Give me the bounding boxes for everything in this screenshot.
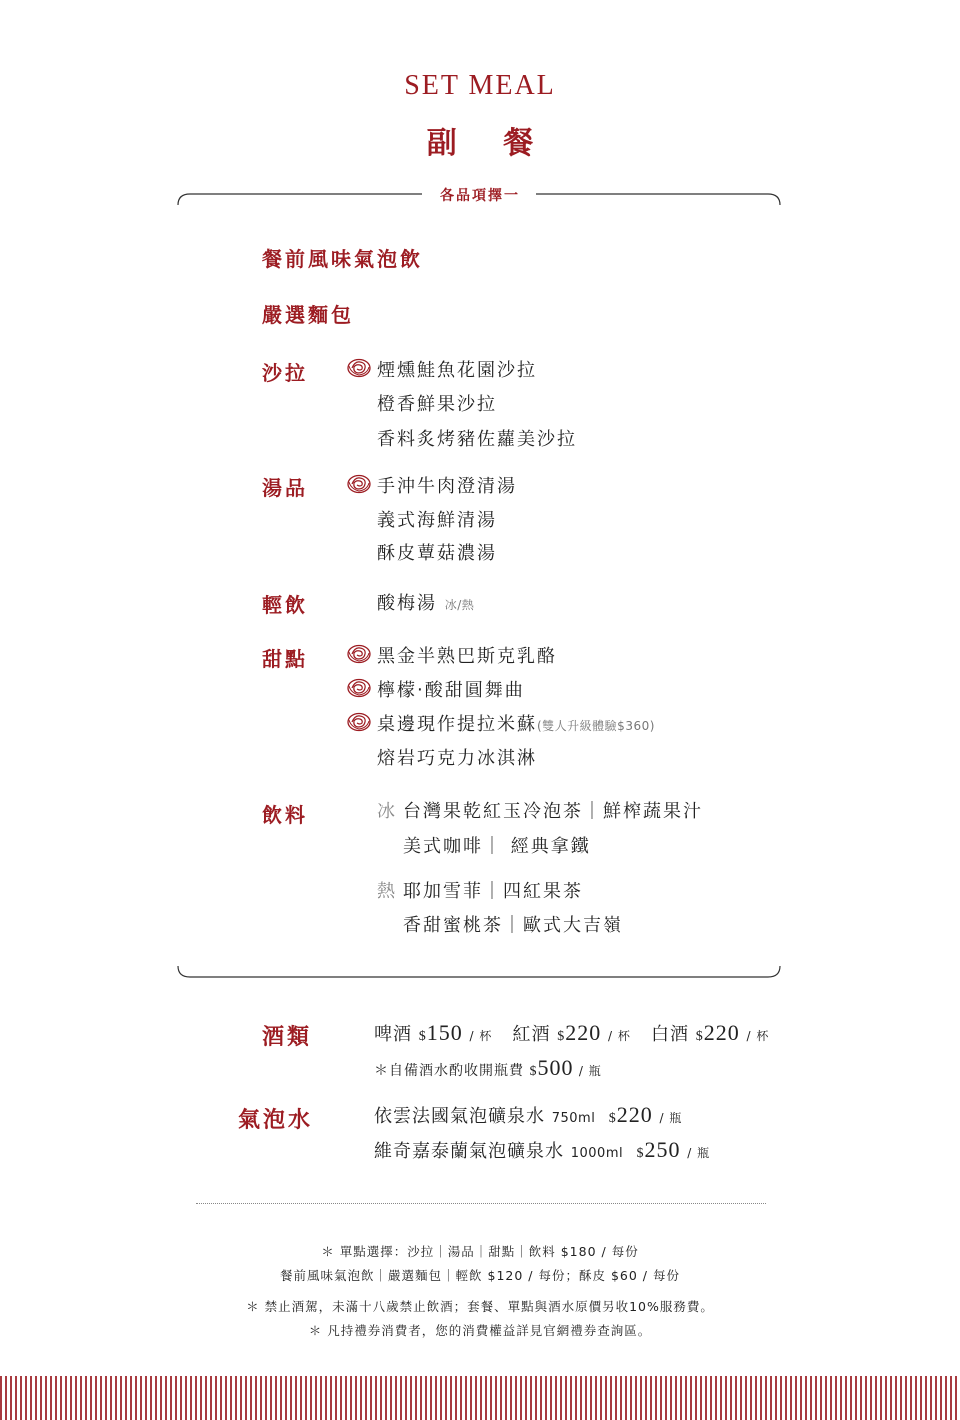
- white-wine-price: 220: [703, 1020, 740, 1045]
- hot-tag: 熱: [377, 881, 397, 902]
- sparkling-name: 維奇嘉泰蘭氣泡礦泉水: [374, 1141, 564, 1162]
- sparkling-price: 250: [644, 1137, 681, 1162]
- choose-one-note: 各品項擇一: [440, 188, 520, 204]
- light-drink-name: 酸梅湯: [377, 593, 437, 614]
- soup-item: 酥皮蕈菇濃湯: [377, 543, 497, 564]
- rose-icon: [347, 474, 371, 494]
- footer-voucher-notice: ＊ 凡持禮券消費者，您的消費權益詳見官網禮券查詢區。: [308, 1323, 652, 1338]
- title-zh: 副 餐: [426, 126, 552, 161]
- light-drink-temp-note: 冰/熱: [444, 598, 475, 612]
- beer-label: 啤酒: [374, 1024, 412, 1045]
- per-glass: / 杯: [607, 1029, 631, 1043]
- soup-item: 手沖牛肉澄清湯: [377, 476, 517, 497]
- dessert-item: 黑金半熟巴斯克乳酪: [377, 646, 557, 667]
- dessert-item-tiramisu: [377, 710, 655, 736]
- currency: $: [529, 1064, 538, 1079]
- upgrade-note: (雙人升級體驗$360): [537, 719, 655, 733]
- sparkling-item: [374, 1102, 682, 1128]
- salad-item: 煙燻鮭魚花園沙拉: [377, 360, 537, 381]
- rose-icon: [347, 712, 371, 732]
- soup-item: 義式海鮮清湯: [377, 510, 497, 531]
- per-glass: / 杯: [469, 1029, 493, 1043]
- sparkling-price: 220: [616, 1102, 653, 1127]
- alcohol-label: 酒類: [262, 1025, 313, 1050]
- sparkling-volume: 750ml: [551, 1111, 596, 1126]
- sparkling-item: [374, 1137, 710, 1163]
- corkage-text: ＊自備酒水酌收開瓶費: [374, 1063, 524, 1079]
- soup-label: 湯品: [262, 476, 308, 500]
- light-drink-item: [377, 589, 474, 615]
- rose-icon: [347, 358, 371, 378]
- sparkling-name: 依雲法國氣泡礦泉水: [374, 1106, 545, 1127]
- appetizer-drink: 餐前風味氣泡飲: [262, 247, 423, 271]
- corkage-price: 500: [537, 1055, 574, 1080]
- beverage-label: 飲料: [262, 803, 308, 827]
- dessert-item: 檸檬‧酸甜圓舞曲: [377, 680, 525, 701]
- decorative-stripes: [0, 1376, 960, 1420]
- beer-price: 150: [426, 1020, 463, 1045]
- dessert-item: 熔岩巧克力冰淇淋: [377, 748, 537, 769]
- currency: $: [636, 1146, 645, 1161]
- salad-label: 沙拉: [262, 361, 308, 385]
- dessert-label: 甜點: [262, 647, 308, 671]
- white-wine-label: 白酒: [651, 1024, 689, 1045]
- footer-a-la-carte-note-2: 餐前風味氣泡飲｜嚴選麵包｜輕飲 $120 / 每份；酥皮 $60 / 每份: [280, 1268, 680, 1283]
- bread: 嚴選麵包: [262, 303, 354, 327]
- per-bottle: / 瓶: [659, 1111, 683, 1125]
- salad-item: 橙香鮮果沙拉: [377, 394, 497, 415]
- footer-a-la-carte-note: ＊ 單點選擇：沙拉｜湯品｜甜點｜飲料 $180 / 每份: [321, 1244, 639, 1259]
- currency: $: [418, 1029, 427, 1044]
- beverage-hot-line: 香甜蜜桃茶｜歐式大吉嶺: [403, 915, 623, 936]
- beverage-cold-line: 美式咖啡｜ 經典拿鐵: [403, 836, 591, 857]
- light-drink-label: 輕飲: [262, 593, 308, 617]
- red-wine-price: 220: [565, 1020, 602, 1045]
- sparkling-label: 氣泡水: [238, 1108, 314, 1133]
- currency: $: [557, 1029, 566, 1044]
- per-bottle: / 瓶: [687, 1146, 711, 1160]
- title-en: SET MEAL: [404, 70, 556, 101]
- per-bottle: / 瓶: [578, 1064, 602, 1078]
- cold-tag: 冰: [377, 801, 397, 822]
- sparkling-volume: 1000ml: [570, 1146, 624, 1161]
- dotted-divider: [196, 1203, 766, 1204]
- red-wine-label: 紅酒: [512, 1024, 551, 1045]
- currency: $: [608, 1111, 617, 1126]
- corkage-note: [374, 1055, 602, 1081]
- rose-icon: [347, 678, 371, 698]
- rose-icon: [347, 644, 371, 664]
- beverage-hot-line: 耶加雪菲｜四紅果茶: [403, 881, 583, 902]
- salad-item: 香料炙烤豬佐蘿美沙拉: [377, 429, 577, 450]
- beverage-cold-line: 台灣果乾紅玉冷泡茶｜鮮榨蔬果汁: [403, 801, 703, 822]
- alcohol-prices: [374, 1020, 769, 1046]
- dessert-item: 桌邊現作提拉米蘇: [377, 714, 537, 735]
- currency: $: [695, 1029, 704, 1044]
- per-glass: / 杯: [746, 1029, 770, 1043]
- footer-alcohol-notice: ＊ 禁止酒駕，未滿十八歲禁止飲酒；套餐、單點與酒水原價另收10%服務費。: [246, 1299, 714, 1314]
